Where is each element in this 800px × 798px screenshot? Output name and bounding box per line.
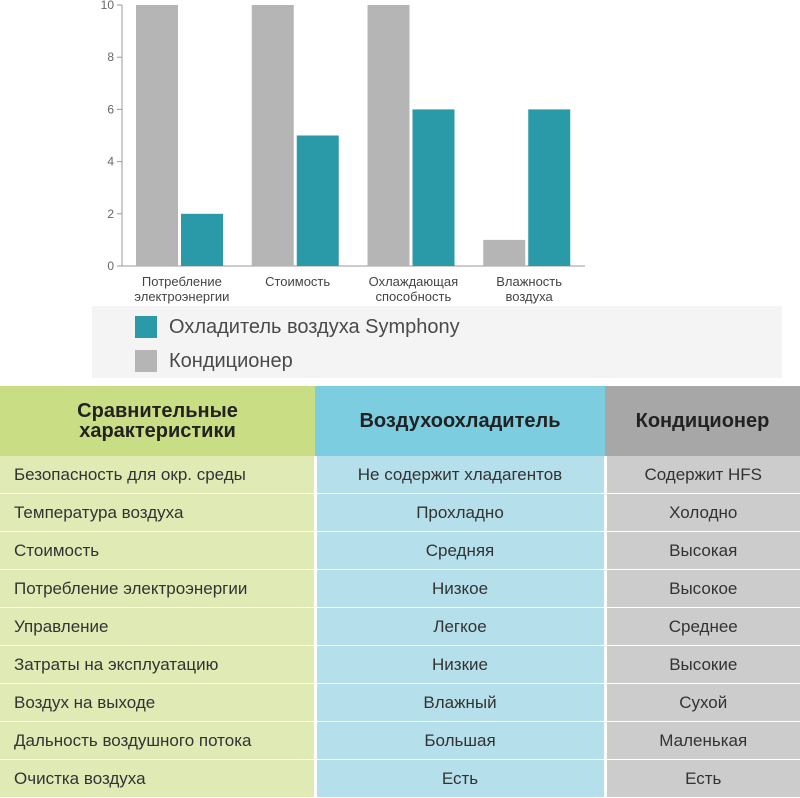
bar-symphony-1	[297, 136, 339, 267]
table-row	[0, 722, 800, 760]
row-air-cooler-value: Большая	[315, 722, 605, 760]
row-air-conditioner-value: Маленькая	[605, 722, 800, 760]
comparison-table	[0, 386, 800, 798]
row-air-cooler-value: Низкие	[315, 646, 605, 684]
table-row	[0, 532, 800, 570]
row-air-conditioner-value: Высокие	[605, 646, 800, 684]
table-header-row	[0, 386, 800, 456]
row-air-cooler-value: Легкое	[315, 608, 605, 646]
table-body	[0, 456, 800, 798]
row-air-cooler-value: Низкое	[315, 570, 605, 608]
row-characteristic: Стоимость	[0, 532, 315, 570]
chart-legend	[135, 312, 460, 380]
row-air-conditioner-value: Холодно	[605, 494, 800, 532]
row-air-cooler-value: Средняя	[315, 532, 605, 570]
bar-conditioner-3	[483, 240, 525, 266]
row-air-conditioner-value: Среднее	[605, 608, 800, 646]
x-tick-label: Стоимость	[265, 274, 331, 289]
bar-conditioner-0	[136, 5, 178, 266]
bar-conditioner-1	[252, 5, 294, 266]
row-characteristic: Воздух на выходе	[0, 684, 315, 722]
legend-swatch-symphony	[135, 316, 157, 338]
row-air-conditioner-value: Высокая	[605, 532, 800, 570]
x-tick-label: воздуха	[505, 289, 553, 304]
table-row	[0, 494, 800, 532]
row-characteristic: Дальность воздушного потока	[0, 722, 315, 760]
table-row	[0, 684, 800, 722]
row-characteristic: Потребление электроэнергии	[0, 570, 315, 608]
x-tick-label: электроэнергии	[134, 289, 230, 304]
table-row	[0, 760, 800, 798]
row-characteristic: Очистка воздуха	[0, 760, 315, 798]
bar-symphony-2	[413, 109, 455, 266]
y-tick-label: 6	[107, 102, 114, 117]
table-row	[0, 608, 800, 646]
row-air-cooler-value: Влажный	[315, 684, 605, 722]
y-tick-label: 10	[100, 0, 114, 12]
bar-conditioner-2	[368, 5, 410, 266]
legend-entry-conditioner	[135, 346, 460, 376]
table-row	[0, 456, 800, 494]
x-tick-label: Потребление	[141, 274, 222, 289]
y-tick-label: 8	[107, 50, 114, 65]
x-tick-label: Влажность	[496, 274, 563, 289]
legend-swatch-conditioner	[135, 350, 157, 372]
y-tick-label: 2	[107, 206, 114, 221]
row-characteristic: Затраты на эксплуатацию	[0, 646, 315, 684]
bar-symphony-3	[528, 109, 570, 266]
x-tick-label: Охлаждающая	[368, 274, 459, 289]
row-air-conditioner-value: Есть	[605, 760, 800, 798]
header-air-conditioner: Кондиционер	[605, 386, 800, 456]
row-characteristic: Управление	[0, 608, 315, 646]
row-air-conditioner-value: Высокое	[605, 570, 800, 608]
chart-svg	[0, 0, 800, 310]
legend-entry-symphony	[135, 312, 460, 342]
row-air-cooler-value: Прохладно	[315, 494, 605, 532]
row-air-cooler-value: Есть	[315, 760, 605, 798]
y-tick-label: 4	[107, 154, 114, 169]
row-air-cooler-value: Не содержит хладагентов	[315, 456, 605, 494]
row-air-conditioner-value: Сухой	[605, 684, 800, 722]
header-air-cooler: Воздухоохладитель	[315, 386, 605, 456]
x-tick-label: способность	[375, 289, 452, 304]
bar-chart	[0, 0, 800, 380]
row-characteristic: Температура воздуха	[0, 494, 315, 532]
legend-label-conditioner: Кондиционер	[169, 349, 293, 372]
y-tick-label: 0	[107, 259, 114, 273]
table-row	[0, 646, 800, 684]
table-row	[0, 570, 800, 608]
row-air-conditioner-value: Содержит HFS	[605, 456, 800, 494]
bar-symphony-0	[181, 214, 223, 266]
row-characteristic: Безопасность для окр. среды	[0, 456, 315, 494]
legend-label-symphony: Охладитель воздуха Symphony	[169, 315, 460, 338]
header-characteristics: Сравнительные характеристики	[0, 386, 315, 456]
